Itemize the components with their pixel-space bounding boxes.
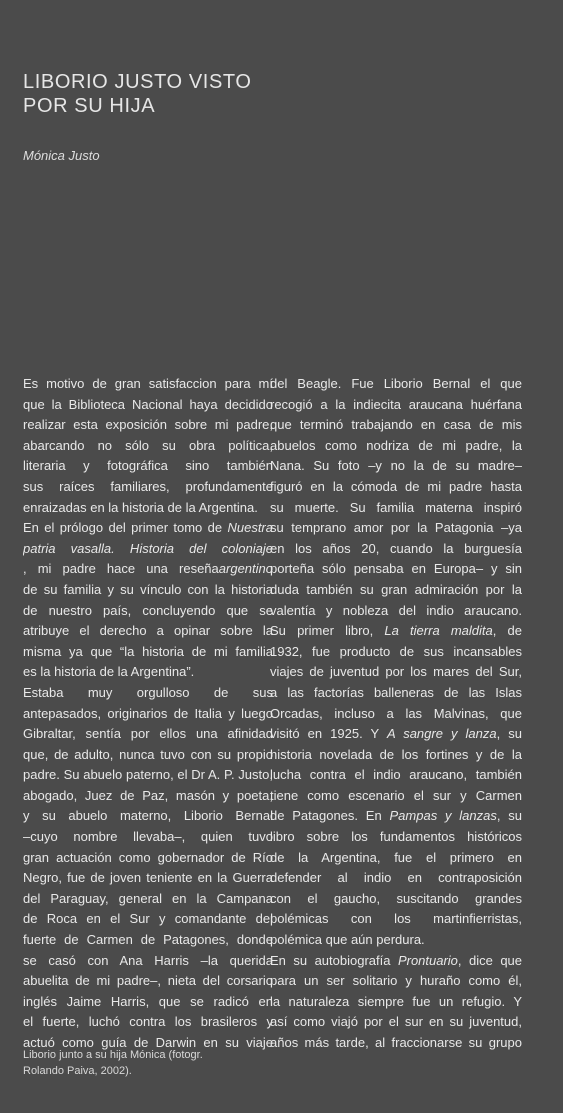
text-run: , su: [496, 726, 522, 742]
text-line: [270, 745, 522, 766]
text-line: [23, 951, 273, 972]
text-line: [23, 456, 273, 477]
text-run: tiene como escenario el sur y Carmen: [270, 787, 522, 803]
italic-text: Pampas y lanzas: [389, 808, 497, 824]
text-run: su temprano amor por la Patagonia –ya: [270, 520, 522, 536]
text-line: [270, 374, 522, 395]
text-run: recogió a la indiecita araucana huérfana: [270, 396, 522, 412]
text-run: , de: [492, 623, 522, 639]
text-run: En su autobiografía: [270, 952, 398, 968]
text-run: de nuestro país, concluyendo que se: [23, 602, 273, 618]
text-line: [23, 395, 273, 416]
text-line: [23, 930, 273, 951]
text-line: [270, 621, 522, 642]
text-run: para un ser solitario y huraño como él,: [270, 973, 522, 989]
caption-line-2: Rolando Paiva, 2002).: [23, 1065, 132, 1077]
text-run: duda también su gran admiración por la: [270, 581, 522, 597]
text-run: polémica que aún perdura.: [270, 932, 425, 948]
text-run: actuó como guía de Darwin en su viaje: [23, 1035, 273, 1050]
text-line: [23, 477, 273, 498]
text-line: [270, 765, 522, 786]
text-line: [270, 786, 522, 807]
text-run: a las factorías balleneras de las Islas: [270, 684, 522, 700]
text-line: [270, 395, 522, 416]
text-run: inglés Jaime Harris, que se radicó en: [23, 993, 273, 1009]
text-run: Gibraltar, sentía por ellos una afinidad: [23, 726, 273, 742]
text-run: Orcadas, incluso a las Malvinas, que: [270, 705, 522, 721]
text-run: valentía y nobleza del indio araucano.: [270, 602, 522, 618]
text-run: , dice que: [457, 952, 522, 968]
text-line: [23, 848, 273, 869]
text-run: el fuerte, luchó contra los brasileros y: [23, 1014, 273, 1030]
text-run: fuerte de Carmen de Patagones, donde: [23, 932, 273, 948]
text-run: sus raíces familiares, profundamente: [23, 478, 273, 494]
body-column-right: [270, 374, 522, 1054]
text-line: [23, 1012, 273, 1033]
text-run: visitó en 1925. Y: [270, 726, 387, 742]
text-line: [270, 518, 522, 539]
text-run: abuelos como nodriza de mi padre, la: [270, 437, 522, 453]
text-run: se casó con Ana Harris –la querida: [23, 952, 273, 968]
article-title: [23, 70, 323, 118]
italic-text: Nuestra: [227, 520, 273, 536]
text-run: Negro, fue de joven teniente en la Guerra: [23, 870, 273, 886]
text-line: [270, 971, 522, 992]
body-column-left: [23, 374, 273, 1054]
text-run: abarcando no sólo su obra política,: [23, 437, 273, 453]
text-line: [23, 436, 273, 457]
text-run: porteña sólo pensaba en Europa– y sin: [270, 561, 522, 577]
text-run: padre. Su abuelo paterno, el Dr A. P. Justo,: [23, 767, 273, 783]
text-line: [23, 518, 273, 539]
text-line: [23, 498, 273, 519]
text-run: su muerte. Su familia materna inspiró: [270, 499, 522, 515]
text-run: , su: [496, 808, 522, 824]
text-line: [23, 662, 273, 683]
text-run: que terminó trabajando en casa de mis: [270, 417, 522, 433]
text-run: misma ya que “la historia de mi familia: [23, 643, 273, 659]
text-line: [23, 971, 273, 992]
text-run: literaria y fotográfica sino también: [23, 458, 273, 474]
text-run: , mi padre hace una reseña: [23, 561, 219, 577]
text-line: [23, 601, 273, 622]
text-line: [270, 601, 522, 622]
text-line: [270, 704, 522, 725]
italic-text: La tierra maldita: [384, 623, 493, 639]
text-run: que, de adulto, nunca tuvo con su propio: [23, 746, 273, 762]
text-run: que la Biblioteca Nacional haya decidido: [23, 396, 273, 412]
text-run: polémicas con los martinfierristas,: [270, 911, 522, 927]
text-run: del Beagle. Fue Liborio Bernal el que: [270, 376, 522, 391]
text-line: [23, 559, 273, 580]
photo-caption: [23, 1047, 283, 1079]
text-line: [23, 745, 273, 766]
text-line: [23, 909, 273, 930]
text-run: atribuye el derecho a opinar sobre la: [23, 623, 273, 639]
text-run: En el prólogo del primer tomo de: [23, 520, 228, 536]
text-line: [270, 642, 522, 663]
text-run: de Roca en el Sur y comandante del: [23, 911, 273, 927]
text-line: [270, 498, 522, 519]
text-line: [270, 456, 522, 477]
text-line: [270, 889, 522, 910]
text-line: [270, 683, 522, 704]
text-line: [270, 724, 522, 745]
text-line: [23, 868, 273, 889]
text-line: [270, 436, 522, 457]
text-line: [23, 992, 273, 1013]
text-run: de Patagones. En: [270, 808, 390, 824]
title-line-2: POR SU HIJA: [23, 95, 156, 117]
text-run: Su primer libro,: [270, 623, 385, 639]
text-line: [270, 1012, 522, 1033]
text-line: [270, 848, 522, 869]
text-run: así como viajó por el sur en su juventud,: [270, 1014, 522, 1030]
italic-text: A sangre y lanza: [386, 726, 497, 742]
text-run: de su familia y su vínculo con la historia: [23, 581, 273, 597]
text-run: abuelita de mi padre–, nieta del corsario: [23, 973, 273, 989]
text-line: [23, 724, 273, 745]
text-line: [270, 539, 522, 560]
text-line: [23, 374, 273, 395]
text-run: 1932, fue producto de sus incansables: [270, 643, 522, 659]
text-line: [270, 1033, 522, 1054]
italic-text: argentino: [218, 561, 273, 577]
text-run: figuró en la cómoda de mi padre hasta: [270, 478, 522, 494]
italic-text: Prontuario: [397, 952, 458, 968]
text-line: [270, 827, 522, 848]
text-run: libro sobre los fundamentos históricos: [270, 829, 522, 845]
text-line: [23, 621, 273, 642]
text-line: [23, 415, 273, 436]
text-line: [270, 909, 522, 930]
text-run: viajes de juventud por los mares del Sur,: [270, 664, 522, 680]
text-run: con el gaucho, suscitando grandes: [270, 890, 522, 906]
text-line: [270, 477, 522, 498]
text-line: [23, 704, 273, 725]
text-run: lucha contra el indio araucano, también: [270, 767, 522, 783]
text-run: enraizadas en la historia de la Argentina.: [23, 499, 258, 515]
text-run: historia novelada de los fortines y de la: [270, 746, 522, 762]
text-run: abogado, Juez de Paz, masón y poeta,: [23, 787, 273, 803]
text-line: [270, 662, 522, 683]
text-run: gran actuación como gobernador de Río: [23, 849, 273, 865]
text-run: en los años 20, cuando la burguesía: [270, 540, 522, 556]
text-line: [23, 765, 273, 786]
text-run: es la historia de la Argentina”.: [23, 664, 195, 680]
text-line: [270, 806, 522, 827]
text-run: Estaba muy orgulloso de sus: [23, 684, 273, 700]
text-run: Nana. Su foto –y no la de su madre–: [270, 458, 522, 474]
text-line: [270, 580, 522, 601]
text-run: realizar esta exposición sobre mi padre,: [23, 417, 273, 433]
text-run: Es motivo de gran satisfaccion para mí: [23, 376, 273, 391]
text-line: [270, 415, 522, 436]
text-run: defender al indio en contraposición: [270, 870, 522, 886]
text-line: [270, 951, 522, 972]
text-run: antepasados, originarios de Italia y luego: [23, 705, 273, 721]
text-run: de la Argentina, fue el primero en: [270, 849, 522, 865]
text-line: [23, 889, 273, 910]
text-run: –cuyo nombre llevaba–, quien tuvo: [23, 829, 273, 845]
text-line: [23, 580, 273, 601]
text-line: [270, 992, 522, 1013]
text-run: del Paraguay, general en la Campana: [23, 890, 273, 906]
title-line-1: LIBORIO JUSTO VISTO: [23, 71, 252, 93]
text-line: [23, 642, 273, 663]
text-line: [23, 827, 273, 848]
text-line: [270, 930, 522, 951]
italic-text: patria vasalla. Historia del coloniaje: [23, 540, 273, 556]
text-line: [23, 786, 273, 807]
caption-line-1: Liborio junto a su hija Mónica (fotogr.: [23, 1049, 203, 1061]
text-line: [23, 683, 273, 704]
text-line: [270, 559, 522, 580]
text-run: y su abuelo materno, Liborio Bernal: [23, 808, 273, 824]
author-name: Mónica Justo: [23, 148, 100, 163]
text-line: [270, 868, 522, 889]
text-line: [23, 539, 273, 560]
text-run: años más tarde, al fraccionarse su grupo: [270, 1035, 522, 1050]
text-run: la naturaleza siempre fue un refugio. Y: [270, 993, 522, 1009]
text-line: [23, 806, 273, 827]
